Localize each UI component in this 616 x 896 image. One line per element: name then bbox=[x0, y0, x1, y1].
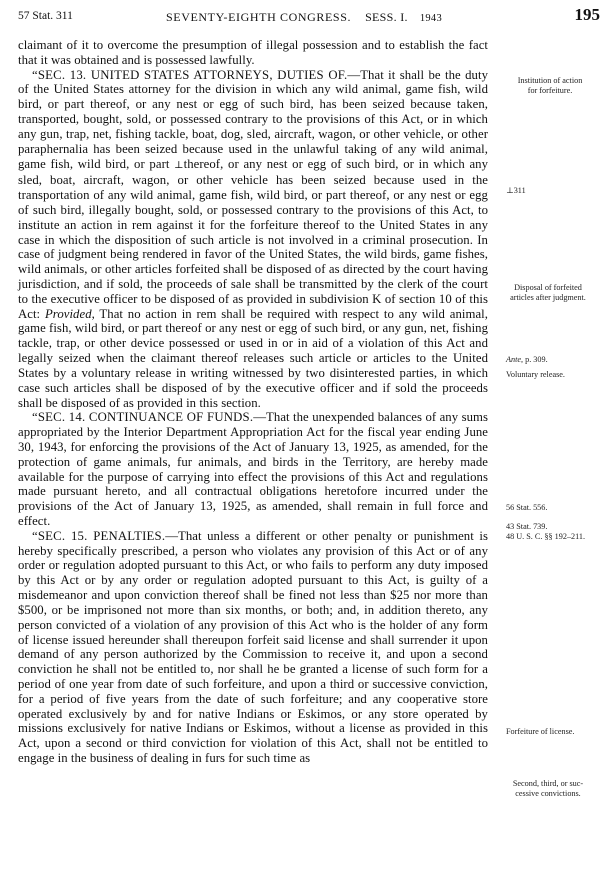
margin-note-56-stat: 56 Stat. 556. bbox=[506, 503, 548, 512]
margin-note-line: articles after judgment. bbox=[510, 293, 586, 302]
section-15 bbox=[18, 529, 488, 766]
statute-text bbox=[18, 38, 488, 766]
margin-note-institution bbox=[494, 76, 606, 96]
section-13-text-c: That no action in rem shall be required with respect to any wild animal, game fish, wild bird, or part thereof or any nest or egg of such bird, or any gun, net, fishing tackle, trap, or other device possessed or used in or in aid of a violation of this Act and legally seized when the claimant thereof releases such article or articles to the United States by a voluntary release in writing witnessed by two disinterested parties, in which case such articles shall be disposed of by the executive officer and if sold the proceeds shall be disposed of as provided in this section. bbox=[18, 306, 489, 410]
margin-note-ante bbox=[506, 355, 616, 365]
margin-note-disposal bbox=[492, 283, 604, 303]
margin-note-line: Disposal of forfeited bbox=[514, 283, 582, 292]
page-break-marker: ⊥ bbox=[174, 159, 184, 171]
margin-note-voluntary-release: Voluntary release. bbox=[506, 370, 565, 379]
year-label: 1943 bbox=[419, 13, 443, 24]
section-14 bbox=[18, 410, 488, 529]
section-13 bbox=[18, 68, 488, 411]
provided-word: Provided, bbox=[44, 306, 95, 321]
section-15-heading: “SEC. 15. PENALTIES. bbox=[32, 528, 166, 543]
margin-note-line: for forfeiture. bbox=[527, 86, 573, 95]
margin-note-line: Second, third, or suc- bbox=[512, 779, 584, 788]
stat-reference: 57 Stat. 311 bbox=[18, 10, 73, 22]
ante-italic: Ante bbox=[506, 355, 522, 364]
ante-page: , p. 309. bbox=[521, 355, 548, 364]
margin-note-forfeiture-license: Forfeiture of license. bbox=[506, 727, 575, 736]
header-title bbox=[166, 10, 442, 25]
congress-name: SEVENTY-EIGHTH CONGRESS. bbox=[166, 10, 352, 24]
section-13-heading: “SEC. 13. UNITED STATES ATTORNEYS, DUTIES OF. bbox=[32, 67, 348, 82]
page-number: 195 bbox=[574, 5, 600, 24]
section-14-heading: “SEC. 14. CONTINUANCE OF FUNDS. bbox=[32, 410, 254, 425]
running-header bbox=[18, 6, 604, 26]
margin-note-line: Institution of action bbox=[517, 76, 583, 85]
margin-note-43-stat: 43 Stat. 739. bbox=[506, 522, 548, 531]
margin-note-page-marker: ⊥311 bbox=[506, 186, 526, 195]
margin-note-48-usc: 48 U. S. C. §§ 192–211. bbox=[506, 532, 586, 541]
section-13-text-a: —That it shall be the duty of the United States attorney for the division in which any wild animal, game fish, wild bird, or part thereof, or any nest or egg of such bird, has been seized because taken, transported, bought, sold, or possessed contrary to the provisions of this Act, or in which any gun, trap, net, fishing tackle, boat, dog, sled, aircraft, wagon, or other vehicle, or other paraphernalia has been seized because used in the unlawful taking of any wild animal, game fish, wild bird, or part bbox=[18, 67, 488, 171]
section-13-text-b: thereof, or any nest or egg of such bird, or in which any sled, boat, aircraft, wagon, or other vehicle has been seized because used in the transportation of any wild animal, game fish, wild bird, or part thereof, or any nest or egg of such bird, illegally bought, sold, or possessed contrary to the provisions of this Act, to institute an action in rem against it for the forfeiture thereof to the United States in any case in which the disposition of such article is not involved in a criminal prosecution. In case of judgment being rendered in favor of the United States, the wild birds, game fishes, wild animals, or other articles forfeited shall be disposed of as directed by the court having jurisdiction, and if sold, the proceeds of sale shall be transmitted by the clerk of the court to the executive officer to be disposed of as provided in subdivision K of section 10 of this Act: bbox=[18, 156, 489, 321]
opening-paragraph: claimant of it to overcome the presumption of illegal possession and to establish the fact that it was obtained and is possessed lawfully. bbox=[18, 38, 488, 67]
margin-note-convictions bbox=[492, 779, 604, 799]
margin-note-line: cessive convictions. bbox=[515, 789, 581, 798]
session-label: SESS. I. bbox=[365, 10, 408, 24]
section-15-text: —That unless a different or other penalty or punishment is hereby specifically prescribed, a person who violates any provision of this Act or of any order or regulation adopted pursuant to this Act, or who fails to perform any duty imposed by this Act or by any order or regulation adopted pursuant to this Act, is guilty of a misdemeanor and upon conviction thereof shall be fined not less than $25 nor more than $500, or be imprisoned not more than six months, or both; and, in addition thereto, any person convicted of a violation of any provision of this Act who is the holder of any form of license issued hereunder shall thereupon forfeit said license and shall surrender it upon demand of any person authorized by the Commission to receive it, and upon a second conviction he shall not be entitled to, nor shall he be granted a license of such form for a period of one year from date of such forfeiture, and upon a third or successive conviction, for a period of five years from the date of such forfeiture; and any cooperative store operated exclusively by and for native Indians or Eskimos, or any store operated by missions exclusively for native Indians or Eskimos, without a license as provided in this Act, upon a second or third conviction for violation of this Act, shall not be entitled to engage in the business of dealing in furs for such time as bbox=[18, 528, 488, 765]
section-14-text: —That the unexpended balances of any sums appropriated by the Interior Department Appropriation Act for the fiscal year ending June 30, 1943, for enforcing the provisions of the Act of January 13, 1925, as amended, for the protection of game animals, fur animals, and birds in the Territory, are hereby made available for the purpose of carrying into effect the provisions of this Act and regulations made pursuant hereto, and all contractual obligations heretofore incurred under the provisions of the Act of January 13, 1925, as amended, shall remain in full force and effect. bbox=[18, 410, 488, 528]
